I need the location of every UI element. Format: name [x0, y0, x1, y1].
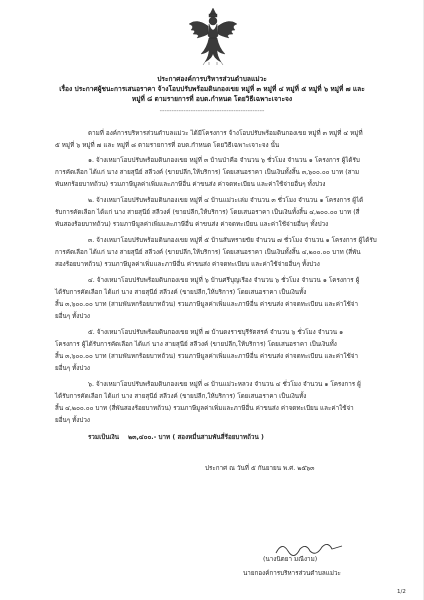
header-divider: -------------------------------------------- — [159, 107, 265, 115]
item-2-line-2: รับการคัดเลือก ได้แก่ นาง สายสุนีย์ สลีวงค์ (ขายปลีก,ให้บริการ) โดยเสนอราคา เป็นเงินทั้งสิ้น ๔,๒๐๐.๐๐ บาท (สี่ — [55, 209, 360, 216]
page-number: 1/2 — [397, 589, 406, 595]
item-6-line-4: ยอื่นๆ ทั้งปวง — [55, 417, 90, 424]
item-5-line-1: ๕. จ้างเหมาโอบปรับพร้อมดินกองเขย หมู่ที่ ๗ บ้านดงราชบุรีรัตสรค์ จำนวน ๖ ชั่วโมง จำนวน ๑ — [88, 329, 344, 336]
item-6-line-3: สิ้น ๔,๒๐๐.๐๐ บาท (สี่พันสองร้อยบาทถ้วน) รวมภาษีมูลค่าเพิ่มและภาษีอื่น ค่าขนส่ง ค่าจดทะเบียน และค่าใช้จ่า — [55, 405, 354, 412]
item-5-line-3: สิ้น ๓,๖๐๐.๐๐ บาท (สามพันหกร้อยบาทถ้วน) รวมภาษีมูลค่าเพิ่มและภาษีอื่น ค่าขนส่ง ค่าจดทะเบียน และค่าใช้จ่า — [55, 353, 359, 360]
item-4-line-4: ยอื่นๆ ทั้งปวง — [55, 313, 90, 320]
subject-line-1: เรื่อง ประกาศผู้ชนะการเสนอราคา จ้างโอบปรับพร้อมดินกองเขย หมู่ที่ ๓ หมู่ที่ ๔ หมู่ที่ ๕ หมู่ที่ ๖ หมู่ที่ ๗ และ — [59, 85, 365, 93]
announcement-date: ประกาศ ณ วันที่ ๕ กันยายน พ.ศ. ๒๕๖๓ — [205, 465, 315, 472]
item-3-line-1: ๓. จ้างเหมาโอบปรับพร้อมดินกองเขย หมู่ที่ ๕ บ้านสันทรายขัย จำนวน ๗ ชั่วโมง จำนวน ๑ โครงการ ผู้ได้รับ — [88, 237, 377, 244]
signer-title: นายกองค์การบริหารส่วนตำบลแม่วะ — [243, 570, 341, 577]
organization-title: ประกาศองค์การบริหารส่วนตำบลแม่วะ — [157, 75, 267, 83]
signer-name: (นางนิตยา มณีงาม) — [263, 556, 318, 563]
total-value: ๒๓,๔๐๐.- บาท ( สองหมื่นสามพันสี่ร้อยบาทถ้วน ) — [128, 434, 264, 441]
item-3-line-3: สองร้อยบาทถ้วน) รวมภาษีมูลค่าเพิ่มและภาษีอื่น ค่าขนส่ง ค่าจดทะเบียน และค่าใช้จ่ายอื่นๆ ทั้งปวง — [55, 261, 320, 268]
item-5-line-4: ยอื่นๆ ทั้งปวง — [55, 365, 90, 372]
item-4-line-1: ๔. จ้างเหมาโอบปรับพร้อมดินกองเขย หมู่ที่ ๖ บ้านศรีบุญเรือง จำนวน ๖ ชั่วโมง จำนวน ๑ โครงการ ผู้ — [88, 277, 360, 284]
item-4-line-3: สิ้น ๓,๖๐๐.๐๐ บาท (สามพันหกร้อยบาทถ้วน) รวมภาษีมูลค่าเพิ่มและภาษีอื่น ค่าขนส่ง ค่าจดทะเบียน และค่าใช้จ่า — [55, 301, 359, 308]
item-2-line-3: พันสองร้อยบาทถ้วน) รวมภาษีมูลค่าเพิ่มและภาษีอื่น ค่าขนส่ง ค่าจดทะเบียน และค่าใช้จ่ายอื่นๆ ทั้งปวง — [55, 221, 329, 228]
intro-line-1: ตามที่ องค์การบริหารส่วนตำบลแม่วะ ได้มีโครงการ จ้างโอบปรับพร้อมดินกองเขย หมู่ที่ ๓ หมู่ที่ ๔ หมู่ที่ — [88, 130, 363, 137]
item-6-line-2: ได้รับการคัดเลือก ได้แก่ นาง สายสุนีย์ สลีวงค์ (ขายปลีก,ให้บริการ) โดยเสนอราคา เป็นเงินทั้ง — [55, 393, 307, 400]
item-1-line-2: การคัดเลือก ได้แก่ นาง สายสุนีย์ สลีวงค์ (ขายปลีก,ให้บริการ) โดยเสนอราคา เป็นเงินทั้งสิ้น ๓,๖๐๐.๐๐ บาท (สาม — [55, 169, 360, 176]
item-2-line-1: ๒. จ้างเหมาโอบปรับพร้อมดินกองเขย หมู่ที่ ๔ บ้านแม่วะเล่ม จำนวน ๓ ชั่วโมง จำนวน ๑ โครงการ ผู้ได้ — [88, 197, 364, 204]
item-6-line-1: ๖. จ้างเหมาโอบปรับพร้อมดินกองเขย หมู่ที่ ๘ บ้านแม่วะหลวง จำนวน ๔ ชั่วโมง จำนวน ๑ โครงการ ผู้ — [88, 381, 361, 388]
item-5-line-2: โครงการ ผู้ได้รับการคัดเลือก ได้แก่ นาง สายสุนีย์ สลีวงค์ (ขายปลีก,ให้บริการ) โดยเสนอราคา เป็นเงินทั้ง — [55, 341, 337, 348]
item-1-line-1: ๑. จ้างเหมาโอบปรับพร้อมดินกองเขย หมู่ที่ ๓ บ้านป่าคือ จำนวน ๖ ชั่วโมง จำนวน ๑ โครงการ ผู้ได้รับ — [88, 157, 360, 164]
item-3-line-2: การคัดเลือก ได้แก่ นาง สายสุนีย์ สลีวงค์ (ขายปลีก,ให้บริการ) โดยเสนอราคา เป็นเงินทั้งสิ้น ๔,๒๐๐.๐๐ บาท (สี่พัน — [55, 249, 361, 256]
item-4-line-2: ได้รับการคัดเลือก ได้แก่ นาง สายสุนีย์ สลีวงค์ (ขายปลีก,ให้บริการ) โดยเสนอราคา เป็นเงินทั้ง — [55, 289, 307, 296]
item-1-line-3: พันหกร้อยบาทถ้วน) รวมภาษีมูลค่าเพิ่มและภาษีอื่น ค่าขนส่ง ค่าจดทะเบียน และค่าใช้จ่ายอื่นๆ ทั้งปวง — [55, 181, 326, 188]
intro-line-2: ๕ หมู่ที่ ๖ หมู่ที่ ๗ และ หมู่ที่ ๘ ตามรายการที่ อบต.กำหนด โดยวิธีเฉพาะเจาะจง นั้น — [55, 142, 280, 149]
total-label: รวมเป็นเงิน — [88, 434, 120, 441]
garuda-emblem-icon — [187, 6, 239, 66]
subject-line-2: หมู่ที่ ๘ ตามรายการที่ อบต.กำหนด โดยวิธีเฉพาะเจาะจง — [131, 95, 293, 103]
